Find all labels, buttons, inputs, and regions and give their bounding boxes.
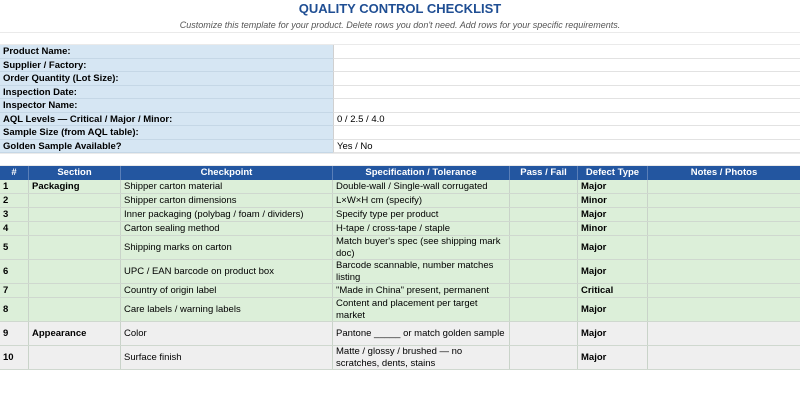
checklist-table bbox=[0, 166, 800, 370]
product-info-block bbox=[0, 45, 800, 153]
row-pass-fail[interactable] bbox=[510, 322, 578, 345]
row-checkpoint[interactable]: Care labels / warning labels bbox=[121, 298, 333, 321]
table-row bbox=[0, 194, 800, 208]
info-row bbox=[0, 59, 800, 73]
row-defect-type[interactable]: Major bbox=[578, 346, 648, 369]
row-notes[interactable] bbox=[648, 194, 800, 207]
row-pass-fail[interactable] bbox=[510, 180, 578, 193]
row-number[interactable]: 4 bbox=[0, 222, 29, 235]
row-section[interactable] bbox=[29, 346, 121, 369]
row-section[interactable] bbox=[29, 298, 121, 321]
table-row bbox=[0, 180, 800, 194]
row-number[interactable]: 2 bbox=[0, 194, 29, 207]
info-value-cell[interactable] bbox=[333, 59, 800, 73]
row-number[interactable]: 1 bbox=[0, 180, 29, 193]
info-row bbox=[0, 45, 800, 59]
info-row bbox=[0, 86, 800, 100]
info-label: Inspector Name: bbox=[0, 99, 333, 113]
info-label: Golden Sample Available? bbox=[0, 140, 333, 154]
row-defect-type[interactable]: Major bbox=[578, 322, 648, 345]
info-value-cell[interactable] bbox=[333, 45, 800, 59]
row-defect-type[interactable]: Major bbox=[578, 260, 648, 283]
row-pass-fail[interactable] bbox=[510, 346, 578, 369]
table-row bbox=[0, 322, 800, 346]
row-notes[interactable] bbox=[648, 284, 800, 297]
info-row bbox=[0, 126, 800, 140]
row-checkpoint[interactable]: Country of origin label bbox=[121, 284, 333, 297]
row-pass-fail[interactable] bbox=[510, 236, 578, 259]
row-notes[interactable] bbox=[648, 208, 800, 221]
header-defect-type[interactable]: Defect Type bbox=[578, 166, 648, 180]
row-defect-type[interactable]: Major bbox=[578, 298, 648, 321]
row-specification[interactable]: "Made in China" present, permanent bbox=[333, 284, 510, 297]
row-specification[interactable]: Matte / glossy / brushed — no scratches, dents, stains bbox=[333, 346, 510, 369]
info-row bbox=[0, 113, 800, 127]
row-section[interactable] bbox=[29, 194, 121, 207]
table-row bbox=[0, 208, 800, 222]
info-label: AQL Levels — Critical / Major / Minor: bbox=[0, 113, 333, 127]
info-row bbox=[0, 72, 800, 86]
table-row bbox=[0, 284, 800, 298]
row-defect-type[interactable]: Major bbox=[578, 208, 648, 221]
table-row bbox=[0, 222, 800, 236]
row-notes[interactable] bbox=[648, 180, 800, 193]
row-defect-type[interactable]: Minor bbox=[578, 194, 648, 207]
header-checkpoint[interactable]: Checkpoint bbox=[121, 166, 333, 180]
info-label: Sample Size (from AQL table): bbox=[0, 126, 333, 140]
row-notes[interactable] bbox=[648, 322, 800, 345]
row-number[interactable]: 10 bbox=[0, 346, 29, 369]
table-header bbox=[0, 166, 800, 180]
row-specification[interactable]: L×W×H cm (specify) bbox=[333, 194, 510, 207]
page-title: QUALITY CONTROL CHECKLIST bbox=[298, 1, 502, 16]
row-defect-type[interactable]: Minor bbox=[578, 222, 648, 235]
header-pass-fail[interactable]: Pass / Fail bbox=[510, 166, 578, 180]
row-number[interactable]: 5 bbox=[0, 236, 29, 259]
row-number[interactable]: 6 bbox=[0, 260, 29, 283]
info-row bbox=[0, 99, 800, 113]
row-specification[interactable]: Barcode scannable, number matches listing bbox=[333, 260, 510, 283]
header-specification[interactable]: Specification / Tolerance bbox=[333, 166, 510, 180]
row-pass-fail[interactable] bbox=[510, 298, 578, 321]
row-pass-fail[interactable] bbox=[510, 208, 578, 221]
row-section[interactable] bbox=[29, 236, 121, 259]
row-section[interactable]: Packaging bbox=[29, 180, 121, 193]
info-value-cell[interactable] bbox=[333, 126, 800, 140]
row-section[interactable] bbox=[29, 208, 121, 221]
info-label: Supplier / Factory: bbox=[0, 59, 333, 73]
row-specification[interactable]: Content and placement per target market bbox=[333, 298, 510, 321]
table-body bbox=[0, 180, 800, 370]
row-checkpoint[interactable]: Shipper carton material bbox=[121, 180, 333, 193]
info-value-cell[interactable] bbox=[333, 72, 800, 86]
header-section[interactable]: Section bbox=[29, 166, 121, 180]
row-number[interactable]: 9 bbox=[0, 322, 29, 345]
row-notes[interactable] bbox=[648, 236, 800, 259]
header-notes[interactable]: Notes / Photos bbox=[690, 167, 758, 178]
table-row bbox=[0, 260, 800, 284]
grid-line bbox=[0, 153, 800, 154]
row-defect-type[interactable]: Major bbox=[578, 180, 648, 193]
info-label: Inspection Date: bbox=[0, 86, 333, 100]
row-section[interactable] bbox=[29, 260, 121, 283]
row-notes[interactable] bbox=[648, 260, 800, 283]
row-checkpoint[interactable]: Shipper carton dimensions bbox=[121, 194, 333, 207]
row-notes[interactable] bbox=[648, 222, 800, 235]
info-value-cell[interactable]: Yes / No bbox=[333, 140, 800, 154]
row-section[interactable] bbox=[29, 284, 121, 297]
row-checkpoint[interactable]: Shipping marks on carton bbox=[121, 236, 333, 259]
grid-line bbox=[0, 32, 800, 33]
row-section[interactable] bbox=[29, 222, 121, 235]
row-specification[interactable]: Double-wall / Single-wall corrugated bbox=[333, 180, 510, 193]
row-number[interactable]: 8 bbox=[0, 298, 29, 321]
row-specification[interactable]: H-tape / cross-tape / staple bbox=[333, 222, 510, 235]
row-pass-fail[interactable] bbox=[510, 222, 578, 235]
info-value-cell[interactable] bbox=[333, 99, 800, 113]
row-checkpoint[interactable]: UPC / EAN barcode on product box bbox=[121, 260, 333, 283]
row-number[interactable]: 7 bbox=[0, 284, 29, 297]
row-section[interactable]: Appearance bbox=[29, 322, 121, 345]
row-checkpoint[interactable]: Color bbox=[121, 322, 333, 345]
row-specification[interactable]: Specify type per product bbox=[333, 208, 510, 221]
table-row bbox=[0, 346, 800, 370]
row-checkpoint[interactable]: Surface finish bbox=[121, 346, 333, 369]
info-value-cell[interactable]: 0 / 2.5 / 4.0 bbox=[333, 113, 800, 127]
table-row bbox=[0, 236, 800, 260]
row-number[interactable]: 3 bbox=[0, 208, 29, 221]
row-pass-fail[interactable] bbox=[510, 194, 578, 207]
info-label: Order Quantity (Lot Size): bbox=[0, 72, 333, 86]
row-notes[interactable] bbox=[648, 298, 800, 321]
row-specification[interactable]: Pantone _____ or match golden sample bbox=[333, 322, 510, 345]
page-subtitle: Customize this template for your product. Delete rows you don't need. Add rows for your specific requirements. bbox=[179, 20, 621, 30]
row-defect-type[interactable]: Critical bbox=[578, 284, 648, 297]
row-specification[interactable]: Match buyer's spec (see shipping mark doc) bbox=[333, 236, 510, 259]
info-row bbox=[0, 140, 800, 154]
header-number[interactable]: # bbox=[0, 166, 29, 180]
row-pass-fail[interactable] bbox=[510, 260, 578, 283]
row-checkpoint[interactable]: Inner packaging (polybag / foam / dividers) bbox=[121, 208, 333, 221]
info-label: Product Name: bbox=[0, 45, 333, 59]
row-pass-fail[interactable] bbox=[510, 284, 578, 297]
table-row bbox=[0, 298, 800, 322]
info-value-cell[interactable] bbox=[333, 86, 800, 100]
row-defect-type[interactable]: Major bbox=[578, 236, 648, 259]
row-checkpoint[interactable]: Carton sealing method bbox=[121, 222, 333, 235]
row-notes[interactable] bbox=[648, 346, 800, 369]
